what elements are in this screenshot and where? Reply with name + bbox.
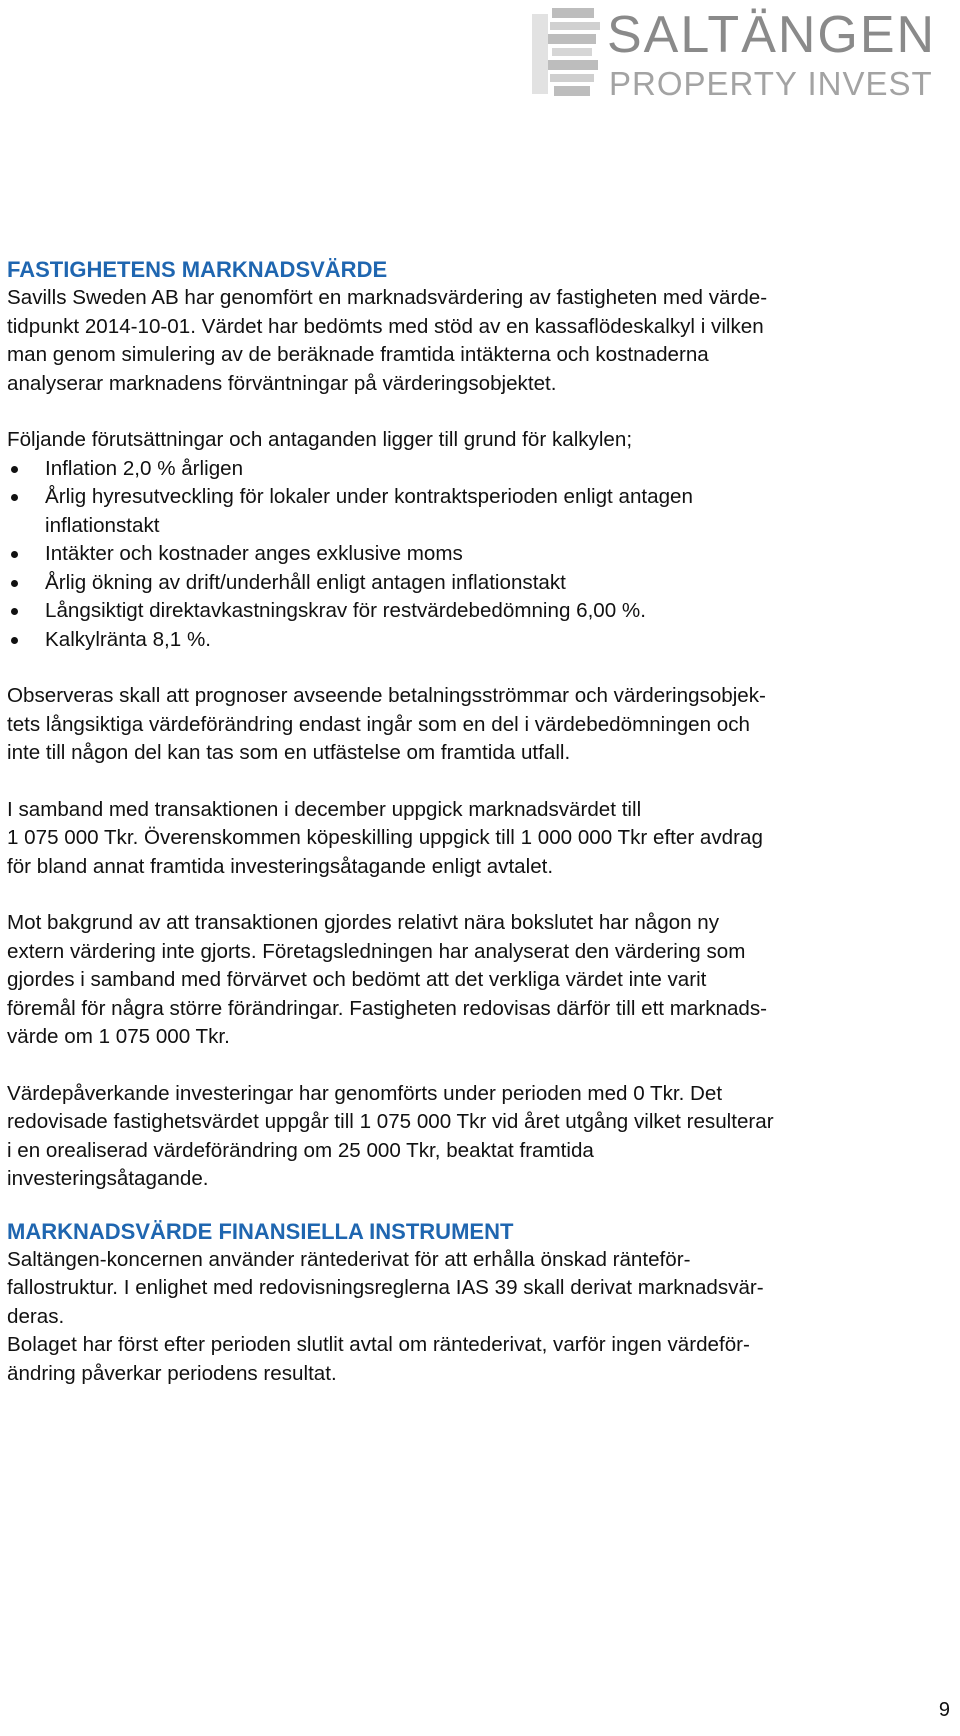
text-line: fallostruktur. I enlighet med redovisningsreglerna IAS 39 skall derivat marknadsvär-	[7, 1276, 764, 1299]
list-item: Årlig ökning av drift/underhåll enligt antagen inflationstakt	[7, 569, 957, 598]
paragraph-valuation	[7, 284, 957, 398]
text-line: 1 075 000 Tkr. Överenskommen köpeskilling uppgick till 1 000 000 Tkr efter avdrag	[7, 826, 763, 849]
text-line: Observeras skall att prognoser avseende betalningsströmmar och värderingsobjek-	[7, 684, 766, 707]
text-line: I samband med transaktionen i december uppgick marknadsvärdet till	[7, 797, 642, 821]
bullet-icon	[11, 494, 18, 501]
section-heading-market-value: FASTIGHETENS MARKNADSVÄRDE	[7, 257, 388, 282]
text-line: analyserar marknadens förväntningar på värderingsobjektet.	[7, 371, 557, 395]
text-line: Följande förutsättningar och antaganden ligger till grund för kalkylen;	[7, 428, 633, 451]
text-line: värde om 1 075 000 Tkr.	[7, 1025, 230, 1048]
logo-subtitle: PROPERTY INVEST	[609, 65, 933, 102]
text-line: Savills Sweden AB har genomfört en marknadsvärdering av fastigheten med värde-	[7, 286, 768, 309]
document-body	[7, 256, 957, 1388]
paragraph-transaction	[7, 796, 957, 882]
text-line: inte till någon del kan tas som en utfästelse om framtida utfall.	[7, 741, 571, 764]
bullet-icon	[11, 551, 18, 558]
bullet-icon	[11, 637, 18, 644]
bullet-icon	[11, 580, 18, 587]
text-line: Mot bakgrund av att transaktionen gjordes relativt nära bokslutet har någon ny	[7, 911, 720, 934]
paragraph-forecast-note	[7, 682, 957, 768]
paragraph-derivatives-after-period	[7, 1331, 957, 1388]
list-item: Årlig hyresutveckling för lokaler under kontraktsperioden enligt antagen inflationstakt	[7, 483, 957, 540]
text-line: för bland annat framtida investeringsåtagande enligt avtalet.	[7, 854, 554, 878]
text-line: Bolaget har först efter perioden slutlit avtal om räntederivat, varför ingen värdeför-	[7, 1333, 750, 1356]
text-line: redovisade fastighetsvärdet uppgår till 1 075 000 Tkr vid året utgång vilket resulterar	[7, 1110, 774, 1133]
list-item: Intäkter och kostnader anges exklusive moms	[7, 540, 957, 569]
assumptions-list	[7, 455, 957, 655]
logo-mark-icon	[492, 4, 602, 104]
text-line: tets långsiktiga värdeförändring endast ingår som en del i värdebedömningen och	[7, 712, 750, 736]
section-heading-financial-instruments: MARKNADSVÄRDE FINANSIELLA INSTRUMENT	[7, 1218, 514, 1244]
text-line: ändring påverkar periodens resultat.	[7, 1361, 337, 1385]
text-line: föremål för några större förändringar. Fastigheten redovisas därför till ett marknads-	[7, 996, 768, 1020]
text-line: investeringsåtagande.	[7, 1167, 209, 1190]
paragraph-investments	[7, 1080, 957, 1194]
paragraph-assumptions-intro	[7, 426, 957, 455]
text-line: Saltängen-koncernen använder räntederivat för att erhålla önskad ränteför-	[7, 1247, 691, 1271]
text-line: Värdepåverkande investeringar har genomförts under perioden med 0 Tkr. Det	[7, 1081, 723, 1105]
bullet-icon	[11, 466, 18, 473]
text-line: tidpunkt 2014-10-01. Värdet har bedömts med stöd av en kassaflödeskalkyl i vilken	[7, 314, 764, 338]
text-line: gjordes i samband med förvärvet och bedömt att det verkliga värdet inte varit	[7, 968, 707, 991]
company-logo	[492, 4, 952, 104]
list-item: Långsiktigt direktavkastningskrav för restvärdebedömning 6,00 %.	[7, 597, 957, 626]
text-line: man genom simulering av de beräknade framtida intäkterna och kostnaderna	[7, 343, 709, 366]
list-item: Kalkylränta 8,1 %.	[7, 626, 957, 655]
paragraph-derivatives	[7, 1246, 957, 1332]
text-line: i en orealiserad värdeförändring om 25 000 Tkr, beaktat framtida	[7, 1138, 594, 1162]
list-item: Inflation 2,0 % årligen	[7, 455, 957, 484]
bullet-icon	[11, 608, 18, 615]
paragraph-no-new-valuation	[7, 909, 957, 1052]
text-line: extern värdering inte gjorts. Företagsledningen har analyserat den värdering som	[7, 939, 746, 963]
logo-title: SALTÄNGEN	[607, 6, 937, 64]
page-number: 9	[938, 1699, 950, 1721]
text-line: deras.	[7, 1304, 65, 1328]
